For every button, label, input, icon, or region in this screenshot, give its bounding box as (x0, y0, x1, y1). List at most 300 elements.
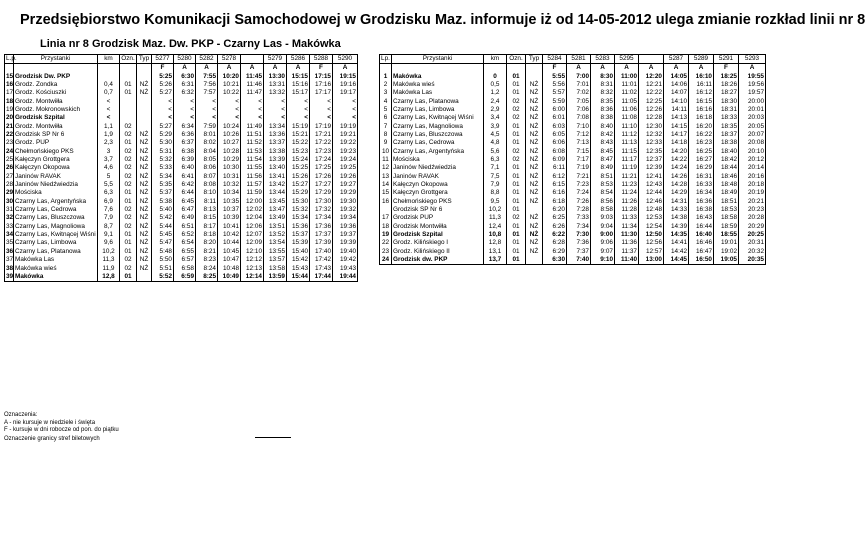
row-cell: 27 (6, 172, 14, 180)
row-cell: 02 (120, 156, 137, 164)
departure-time: 14:26 (664, 173, 689, 181)
departure-time: 12:54 (639, 223, 664, 231)
departure-time: 6:05 (543, 131, 567, 139)
departure-time: 14:42 (664, 248, 689, 256)
row-cell: 32 (6, 214, 14, 222)
departure-time: 12:25 (639, 98, 664, 106)
departure-time: 8:35 (591, 98, 615, 106)
row-cell: 01 (507, 89, 526, 97)
row-cell: 01 (120, 198, 137, 206)
header-cell: 5293 (739, 55, 766, 64)
departure-time: 14:13 (664, 114, 689, 122)
flag-cell: A (689, 64, 714, 73)
departure-time: 13:44 (264, 189, 287, 197)
departure-time: 16:47 (689, 248, 714, 256)
departure-time: 11:46 (241, 81, 264, 89)
header-cell: 5282 (196, 55, 218, 64)
row-cell: 14 (380, 181, 392, 189)
departure-time: 7:12 (567, 131, 591, 139)
departure-time: < (196, 98, 218, 106)
zone-border-note: Oznaczenie granicy stref biletowych (4, 436, 100, 442)
flag-cell: A (287, 64, 310, 73)
row-cell: 6,9 (98, 198, 120, 206)
header-cell (639, 55, 664, 64)
flag-cell: A (174, 64, 196, 73)
row-cell (98, 73, 120, 81)
departure-time: 12:35 (639, 148, 664, 156)
departure-time: 20:32 (739, 248, 766, 256)
row-cell: NŻ (526, 239, 543, 247)
departure-time: 11:08 (615, 114, 639, 122)
departure-time: 11:57 (241, 181, 264, 189)
departure-time: 13:47 (264, 206, 287, 214)
stop-name: Mościska (392, 156, 484, 164)
departure-time: 6:03 (543, 123, 567, 131)
departure-time: 6:11 (543, 164, 567, 172)
departure-time: < (152, 114, 174, 122)
departure-time: 6:28 (543, 239, 567, 247)
row-cell: 33 (6, 222, 14, 230)
stop-name: Chełmońskiego PKS (392, 198, 484, 206)
departure-time: 8:49 (591, 164, 615, 172)
departure-time: 14:06 (664, 81, 689, 89)
row-cell: NŻ (526, 248, 543, 256)
departure-time: 11:53 (241, 148, 264, 156)
stop-name: Czarny Las, Kwitnącej Wiśni (15, 231, 96, 239)
row-cell: 7,5 (484, 173, 507, 181)
departure-time: 20:28 (739, 214, 766, 222)
departure-time: 6:26 (543, 223, 567, 231)
row-cell: 02 (507, 114, 526, 122)
departure-time: 7:28 (567, 206, 591, 214)
departure-time: 10:47 (218, 256, 241, 264)
departure-time: 18:27 (714, 89, 739, 97)
departure-time: 8:43 (591, 139, 615, 147)
departure-time: 9:00 (591, 231, 615, 239)
flag-empty (137, 64, 152, 73)
departure-time: 5:59 (543, 98, 567, 106)
row-cell: NŻ (137, 181, 152, 189)
departure-time: 6:38 (174, 148, 196, 156)
departure-time: 10:37 (218, 206, 241, 214)
row-cell: 01 (507, 73, 526, 81)
flag-cell: F (714, 64, 739, 73)
departure-time: 8:21 (196, 248, 218, 256)
row-cell: 10,2 (484, 206, 507, 214)
departure-time: 13:37 (264, 139, 287, 147)
departure-time: 10:20 (218, 73, 241, 81)
table-row (380, 123, 766, 131)
departure-time: 18:48 (714, 181, 739, 189)
stop-name: Kałęczyn Okopowa (14, 164, 98, 172)
departure-time: 11:05 (615, 98, 639, 106)
departure-time: 14:15 (664, 123, 689, 131)
stop-name: Czarny Las, Kwitnącej Wiśni (392, 114, 484, 122)
table-row (5, 231, 358, 239)
table-row (5, 206, 358, 214)
departure-time: 16:15 (689, 98, 714, 106)
header-cell: Lp. (381, 55, 390, 63)
header-cell: Ozn. (121, 55, 135, 63)
departure-time: < (241, 106, 264, 114)
departure-time: 17:44 (310, 273, 333, 282)
departure-time: 11:49 (241, 123, 264, 131)
row-cell: NŻ (137, 89, 152, 97)
departure-time: 8:54 (591, 189, 615, 197)
departure-time: 19:27 (333, 181, 358, 189)
departure-time: 12:30 (639, 123, 664, 131)
departure-time: 19:15 (333, 73, 358, 81)
row-cell: NŻ (137, 198, 152, 206)
departure-time: 7:13 (567, 139, 591, 147)
row-cell: 5,5 (98, 181, 120, 189)
row-cell: 21 (6, 122, 14, 130)
departure-time: 19:37 (333, 231, 358, 239)
row-cell (137, 98, 152, 106)
departure-time: 19:36 (333, 223, 358, 231)
departure-time: < (287, 106, 310, 114)
departure-time: 20:03 (739, 114, 766, 122)
row-cell: 01 (120, 248, 137, 256)
departure-time: 6:58 (174, 264, 196, 272)
departure-time: 18:58 (714, 214, 739, 222)
departure-time: 11:55 (241, 164, 264, 172)
departure-time: 7:30 (567, 231, 591, 239)
departure-time: 6:57 (174, 256, 196, 264)
departure-time: 12:21 (639, 81, 664, 89)
stop-name: Grodz. PUP (14, 139, 98, 147)
row-cell: 01 (507, 198, 526, 206)
departure-time: 18:51 (714, 198, 739, 206)
row-cell: NŻ (137, 189, 152, 197)
row-cell: 11,3 (98, 256, 120, 264)
departure-time: 20:29 (739, 223, 766, 231)
departure-time: 14:22 (664, 156, 689, 164)
row-cell: 23 (6, 139, 14, 147)
departure-time: 13:32 (264, 89, 287, 97)
departure-time: 12:33 (639, 139, 664, 147)
row-cell: < (98, 98, 120, 106)
row-cell: NŻ (137, 81, 152, 89)
departure-time: < (287, 114, 310, 122)
departure-time: 16:25 (689, 148, 714, 156)
row-cell: 3,9 (484, 123, 507, 131)
table-row (5, 164, 358, 172)
departure-time: 14:38 (664, 214, 689, 222)
row-cell: 3,4 (484, 114, 507, 122)
departure-time: 20:21 (739, 198, 766, 206)
right-timetable (379, 54, 766, 265)
right-header-row (380, 55, 766, 64)
departure-time: 15:24 (287, 156, 310, 164)
departure-time: 20:07 (739, 131, 766, 139)
departure-time: 19:26 (333, 173, 358, 181)
departure-time: 10:30 (218, 164, 241, 172)
departure-time: 17:30 (310, 198, 333, 206)
departure-time: 12:26 (639, 106, 664, 114)
departure-time: 12:20 (639, 73, 664, 81)
stop-name: Chełmońskiego PKS (14, 148, 98, 156)
stop-name: Makówka (14, 273, 98, 282)
flag-cell: A (615, 64, 639, 73)
departure-time: 11:00 (615, 73, 639, 81)
departure-time: 7:10 (567, 123, 591, 131)
departure-time: 8:56 (591, 198, 615, 206)
header-cell: 5280 (174, 55, 196, 64)
row-cell: 7,9 (98, 214, 120, 222)
row-cell: 01 (507, 231, 526, 239)
departure-time: 13:45 (264, 198, 287, 206)
departure-time: 12:00 (241, 198, 264, 206)
table-row (5, 173, 358, 181)
departure-time: 8:08 (196, 181, 218, 189)
departure-time: 19:30 (333, 198, 358, 206)
row-cell: 29 (6, 189, 14, 197)
table-row (5, 256, 358, 264)
table-row (380, 81, 766, 89)
departure-time: 11:21 (615, 173, 639, 181)
legend-title: Oznaczenia: (4, 412, 38, 418)
departure-time: < (264, 114, 287, 122)
header-cell: 5291 (714, 55, 739, 64)
departure-time: 17:34 (310, 214, 333, 222)
departure-time: 15:30 (287, 198, 310, 206)
departure-time: 17:32 (310, 206, 333, 214)
flag-cell: A (196, 64, 218, 73)
flag-cell: A (639, 64, 664, 73)
stop-name: Grodzisk PUP (392, 214, 484, 222)
departure-time: 14:45 (664, 256, 689, 265)
departure-time: < (333, 98, 358, 106)
row-cell: 38 (6, 264, 14, 272)
departure-time: 11:02 (615, 89, 639, 97)
departure-time: 18:25 (714, 73, 739, 81)
row-cell: 01 (507, 239, 526, 247)
row-cell: NŻ (137, 256, 152, 264)
header-cell: 5286 (287, 55, 310, 64)
departure-time: 10:32 (218, 181, 241, 189)
departure-time: 5:32 (152, 156, 174, 164)
departure-time: 8:38 (591, 114, 615, 122)
departure-time: 19:40 (333, 248, 358, 256)
flag-cell: A (218, 64, 241, 73)
row-cell: 02 (120, 223, 137, 231)
header-cell: 5279 (264, 55, 287, 64)
row-cell: 12 (380, 164, 392, 172)
departure-time: < (152, 106, 174, 114)
departure-time: 14:18 (664, 139, 689, 147)
departure-time: 6:32 (174, 89, 196, 97)
stop-name: Grodzisk Montwiłła (392, 223, 484, 231)
departure-time: 12:32 (639, 131, 664, 139)
row-cell: NŻ (526, 81, 543, 89)
header-cell (241, 55, 264, 64)
row-cell: NŻ (137, 206, 152, 214)
row-cell: NŻ (526, 198, 543, 206)
departure-time: 8:51 (591, 173, 615, 181)
row-cell: 01 (507, 139, 526, 147)
departure-time: 6:01 (543, 114, 567, 122)
departure-time: 7:34 (567, 223, 591, 231)
departure-time: 13:55 (264, 248, 287, 256)
departure-time: 12:13 (241, 264, 264, 272)
stop-name: Janinów RAVAK (14, 173, 98, 181)
departure-time: 20:05 (739, 123, 766, 131)
departure-time: 6:47 (174, 206, 196, 214)
table-row (380, 156, 766, 164)
departure-time: 15:26 (287, 173, 310, 181)
stop-name: Czarny Las, Cedrowa (392, 139, 484, 147)
departure-time: 17:15 (310, 73, 333, 81)
row-cell: 2,4 (484, 98, 507, 106)
departure-time: 11:23 (615, 181, 639, 189)
row-cell: NŻ (137, 248, 152, 256)
row-cell: 01 (120, 273, 137, 282)
departure-time: 18:49 (714, 189, 739, 197)
row-cell: 9,6 (98, 239, 120, 247)
departure-time: 10:34 (218, 189, 241, 197)
departure-time: 6:44 (174, 189, 196, 197)
departure-time: 13:36 (264, 131, 287, 139)
header-cell: 5277 (152, 55, 174, 64)
departure-time: < (333, 106, 358, 114)
departure-time: 18:59 (714, 223, 739, 231)
header-cell: 5283 (591, 55, 615, 64)
stop-name: Kałęczyn Okopowa (392, 181, 484, 189)
departure-time: 12:22 (639, 89, 664, 97)
departure-time: < (152, 98, 174, 106)
departure-time: 20:25 (739, 231, 766, 239)
departure-time: 16:20 (689, 123, 714, 131)
departure-time: 16:16 (689, 106, 714, 114)
row-cell: 31 (6, 206, 14, 214)
departure-time: 13:34 (264, 123, 287, 131)
row-cell: 16 (6, 80, 14, 88)
stop-name: Janinów RAVAK (392, 173, 484, 181)
departure-time: 10:21 (218, 81, 241, 89)
row-cell (120, 73, 137, 81)
departure-time: 15:32 (287, 206, 310, 214)
departure-time: 7:26 (567, 198, 591, 206)
header-cell: Typ (137, 55, 152, 64)
departure-time: 5:40 (152, 206, 174, 214)
departure-time: 6:39 (174, 156, 196, 164)
departure-time: 12:57 (639, 248, 664, 256)
departure-time: 14:20 (664, 148, 689, 156)
flag-empty (120, 64, 137, 73)
row-cell: 22 (380, 239, 392, 247)
departure-time: 6:54 (174, 239, 196, 247)
row-cell: NŻ (137, 223, 152, 231)
departure-time: 6:52 (174, 231, 196, 239)
row-cell: 18 (6, 97, 14, 105)
row-cell: NŻ (526, 164, 543, 172)
row-cell: 9,5 (484, 198, 507, 206)
departure-time: 19:43 (333, 264, 358, 272)
line-subtitle: Linia nr 8 Grodzisk Maz. Dw. PKP - Czarny Las - Makówka (40, 38, 341, 50)
row-cell (526, 256, 543, 265)
departure-time: 5:52 (152, 273, 174, 282)
departure-time: 12:46 (639, 198, 664, 206)
table-row (380, 106, 766, 114)
table-row (5, 248, 358, 256)
departure-time: 15:21 (287, 131, 310, 139)
departure-time: 10:44 (218, 239, 241, 247)
departure-time: 13:54 (264, 239, 287, 247)
departure-time: 12:53 (639, 214, 664, 222)
departure-time: 8:04 (196, 148, 218, 156)
departure-time: < (218, 98, 241, 106)
departure-time: 14:33 (664, 206, 689, 214)
departure-time: 10:26 (218, 131, 241, 139)
row-cell: 02 (120, 181, 137, 189)
header-cell: 5281 (567, 55, 591, 64)
departure-time: 13:41 (264, 173, 287, 181)
departure-time: 8:02 (196, 139, 218, 147)
departure-time: 16:33 (689, 181, 714, 189)
departure-time: 11:52 (241, 139, 264, 147)
departure-time: 6:59 (174, 273, 196, 282)
departure-time: 8:42 (591, 131, 615, 139)
stop-name: Makówka wieś (392, 81, 484, 89)
departure-time: 16:31 (689, 173, 714, 181)
departure-time: 6:30 (543, 256, 567, 265)
table-row (380, 98, 766, 106)
row-cell: 01 (507, 223, 526, 231)
departure-time: 13:57 (264, 256, 287, 264)
row-cell: 10 (380, 148, 392, 156)
departure-time: < (310, 106, 333, 114)
row-cell: 01 (507, 189, 526, 197)
row-cell: 12,4 (484, 223, 507, 231)
flag-empty (98, 64, 120, 73)
departure-time: 18:46 (714, 173, 739, 181)
departure-time: 10:27 (218, 139, 241, 147)
departure-time: 6:00 (543, 106, 567, 114)
departure-time: 8:17 (196, 223, 218, 231)
row-cell: 02 (120, 123, 137, 131)
departure-time: 17:19 (310, 123, 333, 131)
departure-time: 20:08 (739, 139, 766, 147)
departure-time: 7:00 (567, 73, 591, 81)
row-cell: 19 (380, 231, 392, 239)
departure-time: 20:10 (739, 148, 766, 156)
departure-time: 5:55 (543, 73, 567, 81)
departure-time: 11:26 (615, 198, 639, 206)
row-cell: 18 (380, 223, 392, 231)
stop-name: Czarny Las, Argentyńska (392, 148, 484, 156)
stop-name: Czarny Las, Limbowa (392, 106, 484, 114)
departure-time: 20:01 (739, 106, 766, 114)
departure-time: 8:06 (196, 164, 218, 172)
table-row (5, 223, 358, 231)
departure-time: 14:31 (664, 198, 689, 206)
header-cell: Przystanki (14, 55, 98, 64)
flag-cell: F (310, 64, 333, 73)
row-cell: 26 (6, 164, 14, 172)
departure-time: 13:00 (639, 256, 664, 265)
stop-name: Czarny Las, Platanowa (14, 248, 98, 256)
departure-time: < (196, 114, 218, 122)
departure-time: 8:40 (591, 123, 615, 131)
departure-time: 20:35 (739, 256, 766, 265)
row-cell: 01 (507, 81, 526, 89)
row-cell: 0,7 (98, 89, 120, 97)
departure-time: 11:12 (615, 131, 639, 139)
departure-time: 12:04 (241, 214, 264, 222)
row-cell: NŻ (526, 223, 543, 231)
table-row (5, 264, 358, 272)
